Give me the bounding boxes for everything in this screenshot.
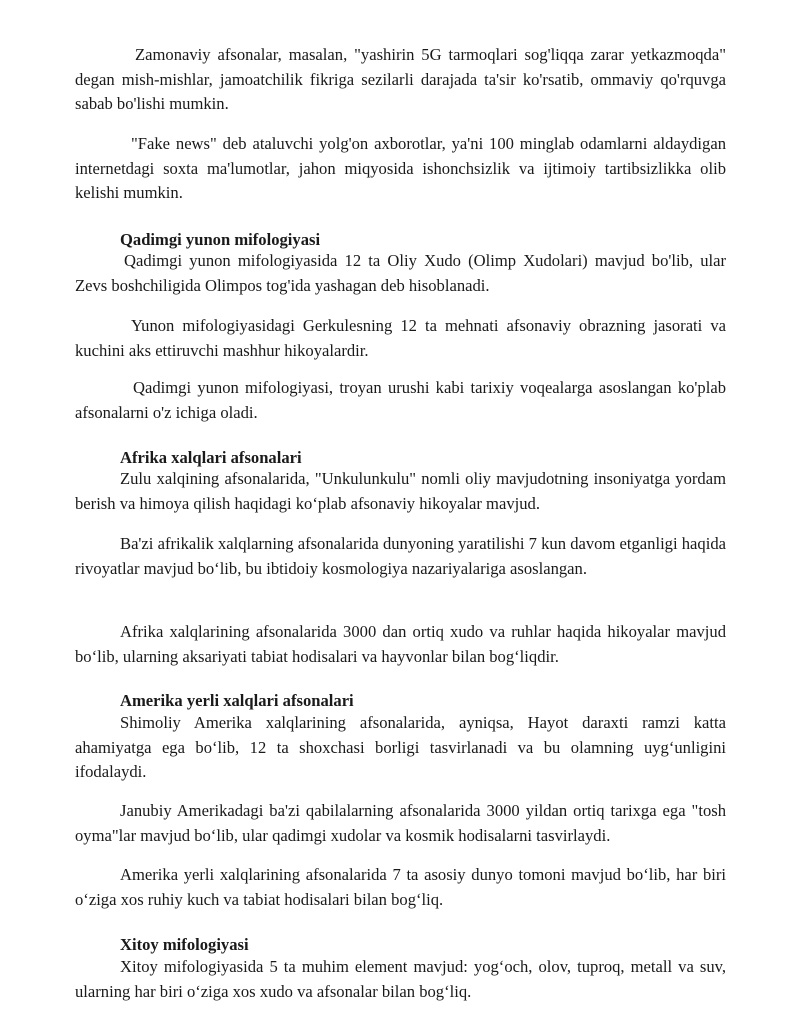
paragraph-modern-myths: Zamonaviy afsonalar, masalan, "yashirin 5G tarmoqlari sog'liqqa zarar yetkazmoqda" degan mish-mishlar, jamoatchilik fikriga sezilarli darajada ta'sir ko'rsatib, ommaviy qo'rquvga sabab bo'lishi mumkin.: [75, 45, 726, 113]
paragraph-creation-7-days: Ba'zi afrikalik xalqlarning afsonalarida dunyoning yaratilishi 7 kun davom etganligi haqida rivoyatlar mavjud bo‘lib, bu ibtidoiy kosmologiya nazariyalariga asoslangan.: [75, 534, 726, 578]
heading-chinese-mythology: Xitoy mifologiyasi: [120, 935, 249, 954]
paragraph-seven-directions: Amerika yerli xalqlarining afsonalarida 7 ta asosiy dunyo tomoni mavjud bo‘lib, har biri o‘ziga xos ruhiy kuch va tabiat hodisalari bilan bog‘liq.: [75, 865, 726, 909]
heading-african-myths: Afrika xalqlari afsonalari: [120, 448, 302, 467]
paragraph-trojan-war: Qadimgi yunon mifologiyasi, troyan urushi kabi tarixiy voqealarga asoslangan ko'plab afsonalarni o'z ichiga oladi.: [75, 378, 726, 422]
paragraph-tree-of-life: Shimoliy Amerika xalqlarining afsonalarida, ayniqsa, Hayot daraxti ramzi katta ahamiyatga ega bo‘lib, 12 ta shoxchasi borligi tasvirlanadi va bu olamning uyg‘unligini ifodalaydi.: [75, 713, 726, 781]
heading-native-american-myths: Amerika yerli xalqlari afsonalari: [120, 691, 354, 710]
paragraph-five-elements: Xitoy mifologiyasida 5 ta muhim element mavjud: yog‘och, olov, tuproq, metall va suv, ularning har biri o‘ziga xos xudo va afsonalar bilan bog‘liq.: [75, 957, 726, 1001]
paragraph-zulu: Zulu xalqining afsonalarida, "Unkulunkulu" nomli oliy mavjudotning insoniyatga yordam berish va himoya qilish haqidagi ko‘plab afsonaviy hikoyalar mavjud.: [75, 469, 726, 513]
paragraph-african-gods: Afrika xalqlarining afsonalarida 3000 dan ortiq xudo va ruhlar haqida hikoyalar mavjud bo‘lib, ularning aksariyati tabiat hodisalari va hayvonlar bilan bog‘liqdir.: [75, 622, 726, 666]
paragraph-fake-news: "Fake news" deb ataluvchi yolg'on axborotlar, ya'ni 100 minglab odamlarni aldaydigan internetdagi soxta ma'lumotlar, jahon miqyosida ishonchsizlik va ijtimoiy tartibsizlikka olib kelishi mumkin.: [75, 134, 726, 202]
paragraph-hercules: Yunon mifologiyasidagi Gerkulesning 12 ta mehnati afsonaviy obrazning jasorati va kuchini aks ettiruvchi mashhur hikoyalardir.: [75, 316, 726, 360]
heading-greek-mythology: Qadimgi yunon mifologiyasi: [120, 230, 321, 249]
paragraph-stone-carvings: Janubiy Amerikadagi ba'zi qabilalarning afsonalarida 3000 yildan ortiq tarixga ega "tosh oyma"lar mavjud bo‘lib, ular qadimgi xudolar va kosmik hodisalarni tasvirlaydi.: [75, 801, 726, 845]
paragraph-greek-olympians: Qadimgi yunon mifologiyasida 12 ta Oliy Xudo (Olimp Xudolari) mavjud bo'lib, ular Zevs boshchiligida Olimpos tog'ida yashagan deb hisoblanadi.: [75, 251, 726, 295]
